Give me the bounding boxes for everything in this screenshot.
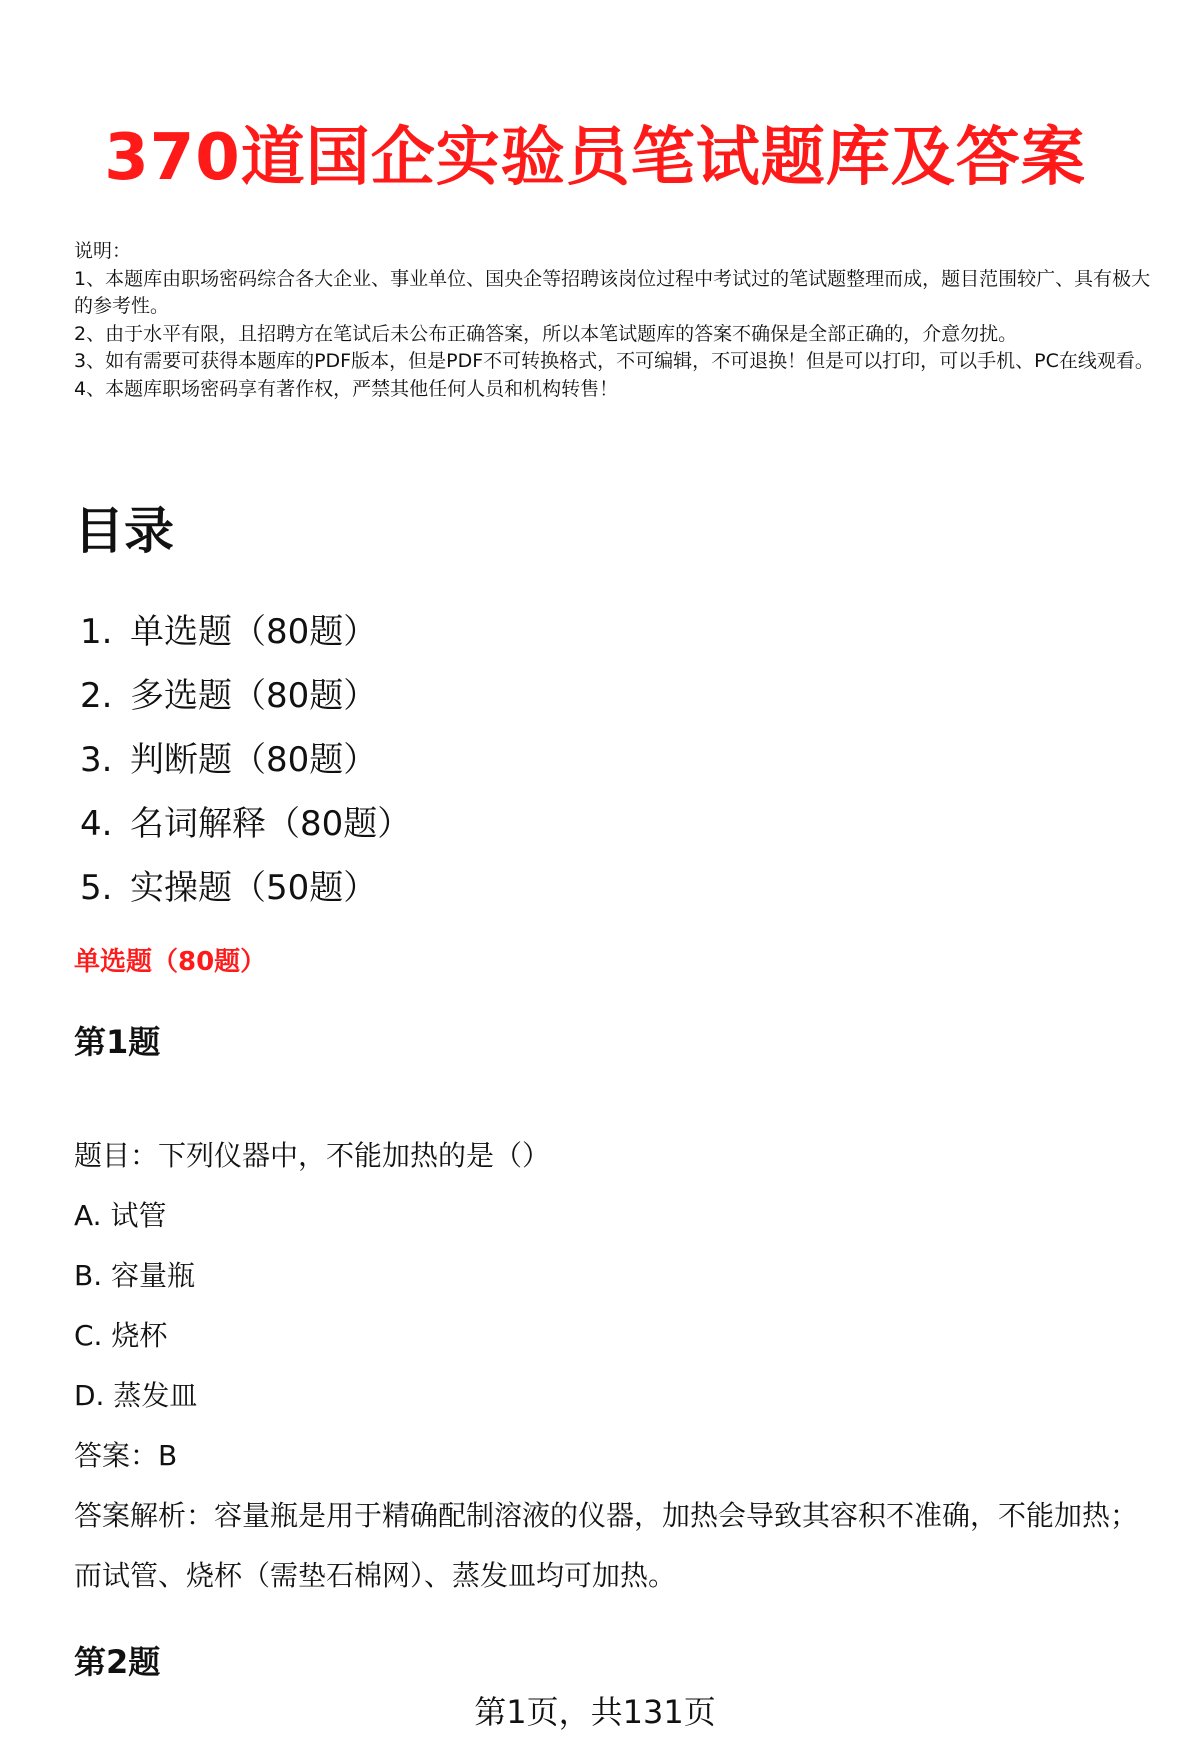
document-title: 370道国企实验员笔试题库及答案 xyxy=(104,121,1086,195)
toc-item[interactable] xyxy=(80,792,411,856)
toc-item-number: 1. xyxy=(80,612,113,652)
question-option: A. 试管 xyxy=(74,1199,167,1232)
toc-item-number: 3. xyxy=(80,740,113,780)
toc-item-label: 单选题（80题） xyxy=(130,612,378,652)
question-heading: 第2题 xyxy=(74,1643,161,1681)
notes-item: 4、本题库职场密码享有著作权，严禁其他任何人员和机构转售！ xyxy=(74,377,619,400)
notes-item: 1、本题库由职场密码综合各大企业、事业单位、国央企等招聘该岗位过程中考试过的笔试题整理而成，题目范围较广、具有极大的参考性。 xyxy=(74,267,1151,317)
section-heading: 单选题（80题） xyxy=(74,947,267,977)
toc-item-label: 实操题（50题） xyxy=(130,868,378,908)
toc-heading: 目录 xyxy=(74,502,174,560)
notes-block xyxy=(74,238,1154,403)
toc-list xyxy=(80,600,411,920)
page-footer: 第1页，共131页 xyxy=(474,1693,716,1731)
notes-item: 3、如有需要可获得本题库的PDF版本，但是PDF不可转换格式，不可编辑，不可退换！但是可以打印，可以手机、PC在线观看。 xyxy=(74,350,1154,372)
toc-item-label: 判断题（80题） xyxy=(130,740,378,780)
question-option: C. 烧杯 xyxy=(74,1319,168,1352)
toc-item[interactable] xyxy=(80,856,411,920)
question-answer: 答案：B xyxy=(74,1439,178,1472)
question-option: B. 容量瓶 xyxy=(74,1259,196,1292)
toc-item[interactable] xyxy=(80,728,411,792)
notes-header: 说明： xyxy=(74,240,132,262)
question-body xyxy=(74,1126,1164,1606)
toc-item[interactable] xyxy=(80,664,411,728)
notes-item: 2、由于水平有限，且招聘方在笔试后未公布正确答案，所以本笔试题库的答案不确保是全部正确的，介意勿扰。 xyxy=(74,322,1018,345)
question-prompt: 题目：下列仪器中，不能加热的是（） xyxy=(74,1139,551,1172)
toc-item-number: 2. xyxy=(80,676,113,716)
question-option: D. 蒸发皿 xyxy=(74,1379,198,1412)
toc-item-number: 4. xyxy=(80,804,113,844)
question-explanation: 答案解析：容量瓶是用于精确配制溶液的仪器，加热会导致其容积不准确，不能加热；而试管、烧杯（需垫石棉网）、蒸发皿均可加热。 xyxy=(74,1499,1139,1592)
toc-item-number: 5. xyxy=(80,868,113,908)
toc-item-label: 名词解释（80题） xyxy=(130,804,412,844)
question-heading: 第1题 xyxy=(74,1023,161,1061)
toc-item-label: 多选题（80题） xyxy=(130,676,378,716)
toc-item[interactable] xyxy=(80,600,411,664)
